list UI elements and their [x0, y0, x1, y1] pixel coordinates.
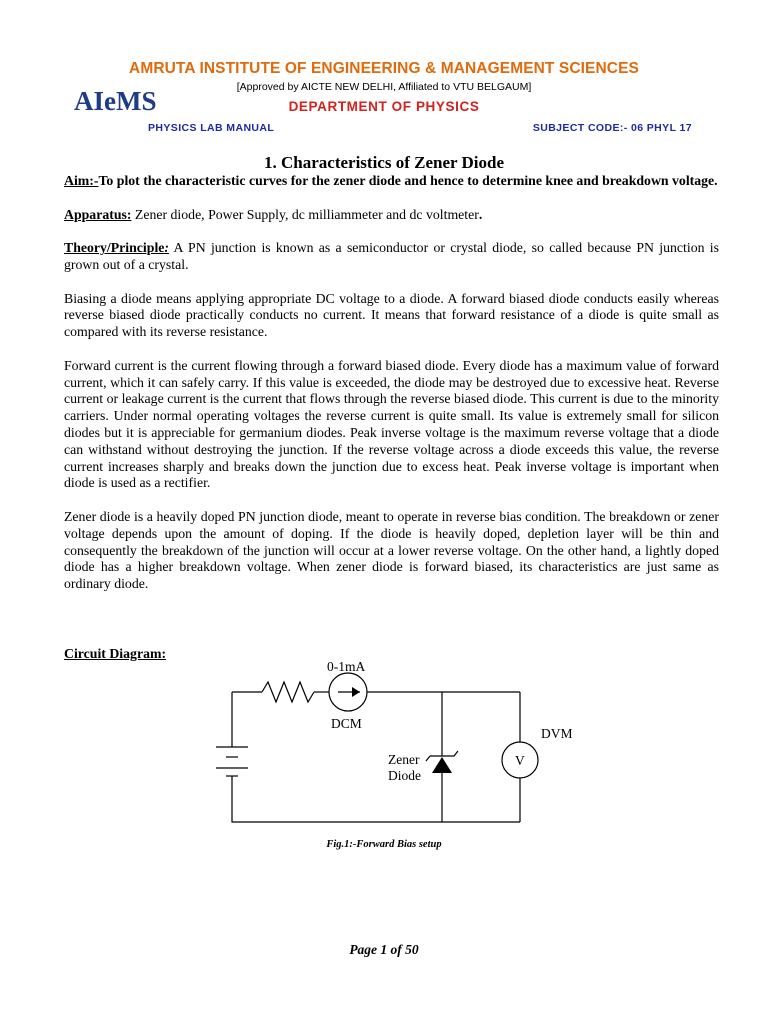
department-name: DEPARTMENT OF PHYSICS — [288, 99, 480, 114]
aim-label: Aim:- — [64, 173, 99, 188]
wire-left-bottom — [232, 776, 520, 822]
zener-paragraph: Zener diode is a heavily doped PN junction diode, meant to operate in reverse bias condition. The breakdown or zener voltage depends upon the amount of doping. If the diode is heavily doped, depletion layer will be thin and consequently the breakdown of the junction will occur at a lower reverse voltage. On the other hand, a lightly doped diode has a higher breakdown voltage. When zener diode is forward biased, its characteristics are just same as ordinary diode. — [64, 508, 719, 592]
subject-code: SUBJECT CODE:- 06 PHYL 17 — [532, 122, 692, 134]
voltmeter-label: DVM — [541, 726, 573, 741]
logo-text: AIeMS — [74, 86, 157, 116]
ammeter-range-label: 0-1mA — [327, 659, 366, 674]
voltmeter-symbol: V — [515, 753, 525, 768]
apparatus-paragraph — [64, 207, 719, 224]
page-number: Page 1 of 50 — [349, 942, 419, 957]
institute-name: AMRUTA INSTITUTE OF ENGINEERING & MANAGEMENT SCIENCES — [129, 60, 639, 77]
figure-caption: Fig.1:-Forward Bias setup — [326, 839, 442, 850]
zener-bar — [430, 751, 458, 756]
apparatus-period: . — [478, 206, 483, 222]
circuit-heading: Circuit Diagram: — [64, 646, 167, 661]
biasing-paragraph: Biasing a diode means applying appropriate DC voltage to a diode. A forward biased diode conducts easily whereas reverse biased diode practically conducts no current. It means that forward resistance of a diode is quite small as compared with its reverse resistance. — [64, 290, 719, 340]
institute-logo — [74, 80, 157, 126]
theory-text: A PN junction is known as a semiconductor or crystal diode, so called because PN junction is grown out of a crystal. — [64, 240, 719, 272]
document-body — [64, 173, 719, 610]
aim-paragraph — [64, 173, 719, 190]
zener-label-line-2: Diode — [388, 768, 421, 783]
page-title: 1. Characteristics of Zener Diode — [264, 153, 504, 172]
aim-text: To plot the characteristic curves for the zener diode and hence to determine knee and breakdown voltage. — [98, 173, 718, 188]
ammeter-arrowhead — [352, 687, 360, 697]
apparatus-text: Zener diode, Power Supply, dc milliammeter and dc voltmeter — [131, 206, 479, 222]
forward-current-paragraph: Forward current is the current flowing through a forward biased diode. Every diode has a maximum value of forward current, which it can safely carry. If this value is exceeded, the diode may be destroyed due to excessive heat. Reverse current or leakage current is the current that flows through the reverse biased diode. This current is due to the minority carriers. Under normal operating voltages the reverse current is quite small. Its value is extremely small for silicon diodes but it is appreciable for germanium diodes. Peak inverse voltage is the maximum reverse voltage that a diode can withstand without destroying the junction. If the reverse voltage across a diode exceeds this value, the reverse current increases sharply and breaks down the junction due to excess heat. Peak inverse voltage is important when diode is used as a rectifier. — [64, 357, 719, 491]
ammeter-label: DCM — [331, 716, 362, 731]
zener-label-line-1: Zener — [388, 752, 420, 767]
theory-colon: : — [164, 240, 170, 256]
apparatus-label: Apparatus: — [64, 206, 132, 222]
approval-line: [Approved by AICTE NEW DELHI, Affiliated to VTU BELGAUM] — [236, 81, 532, 93]
circuit-diagram — [180, 652, 580, 832]
resistor — [262, 682, 314, 702]
theory-paragraph — [64, 240, 719, 274]
zener-diode-symbol — [432, 757, 452, 773]
theory-label: Theory/Principle — [64, 240, 165, 256]
zener-bar-left-tail — [426, 756, 430, 761]
lab-manual-label: PHYSICS LAB MANUAL — [148, 122, 275, 134]
